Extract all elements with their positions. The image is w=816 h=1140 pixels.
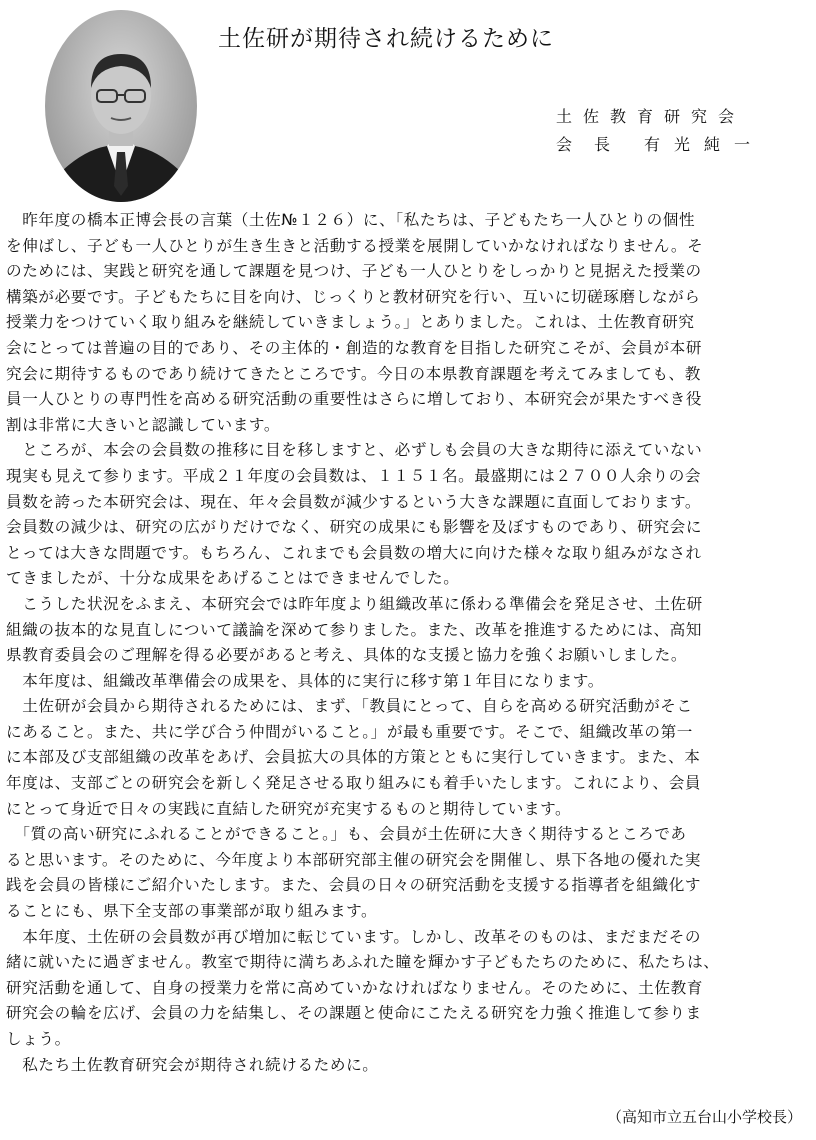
body-line: を伸ばし、子ども一人ひとりが生き生きと活動する授業を展開していかなければなりません。そ bbox=[6, 236, 704, 255]
body-line: 割は非常に大きいと認識しています。 bbox=[6, 415, 281, 434]
author-portrait bbox=[45, 10, 197, 202]
body-line: とっては大きな問題です。もちろん、これまでも会員数の増大に向けた様々な取り組みがなされ bbox=[6, 543, 702, 562]
body-line: にとって身近で日々の実践に直結した研究が充実するものと期待しています。 bbox=[6, 799, 572, 818]
body-line: しょう。 bbox=[6, 1030, 71, 1048]
author-name: 有光純一 bbox=[644, 135, 765, 154]
body-line: 緒に就いたに過ぎません。教室で期待に満ちあふれた瞳を輝かす子どもたちのために、私たちは、 bbox=[6, 953, 720, 972]
body-line: 県教育委員会のご理解を得る必要があると考え、具体的な支援と協力を強くお願いしました。 bbox=[6, 646, 688, 665]
body-line: ると思います。そのために、今年度より本部研究部主催の研究会を開催し、県下各地の優れた実 bbox=[6, 850, 702, 869]
body-line: こうした状況をふまえ、本研究会では昨年度より組織改革に係わる準備会を発足させ、土佐研 bbox=[6, 594, 703, 613]
body-line: ることにも、県下全支部の事業部が取り組みます。 bbox=[6, 902, 378, 921]
body-line: のためには、実践と研究を通して課題を見つけ、子ども一人ひとりをしっかりと見据えた授業の bbox=[6, 262, 702, 281]
body-line: 員数を誇った本研究会は、現在、年々会員数が減少するという大きな課題に直面しております。 bbox=[6, 492, 702, 511]
body-line: 研究活動を通して、自身の授業力を常に高めていかなければなりません。そのために、土佐教育 bbox=[6, 978, 703, 997]
body-line: にあること。また、共に学び合う仲間がいること。」が最も重要です。そこで、組織改革の第一 bbox=[6, 722, 693, 741]
body-line: 現実も見えて参ります。平成２１年度の会員数は、１１５１名。最盛期には２７００人余りの会 bbox=[6, 466, 702, 485]
body-line: 組織の抜本的な見直しについて議論を深めて参りました。また、改革を推進するためには、高知 bbox=[6, 620, 703, 639]
body-line: ところが、本会の会員数の推移に目を移しますと、必ずしも会員の大きな期待に添えていない bbox=[6, 441, 703, 460]
body-line: 年度は、支部ごとの研究会を新しく発足させる取り組みにも着手いたします。これにより、会員 bbox=[6, 774, 702, 793]
article-body bbox=[6, 208, 809, 1078]
body-line: 構築が必要です。子どもたちに目を向け、じっくりと教材研究を行い、互いに切磋琢磨しながら bbox=[6, 287, 701, 306]
author-affiliation: （高知市立五台山小学校長） bbox=[606, 1108, 802, 1126]
body-line: てきましたが、十分な成果をあげることはできませんでした。 bbox=[6, 569, 460, 588]
body-line: 授業力をつけていく取り組みを継続していきましょう。」とありました。これは、土佐教育研究 bbox=[6, 313, 695, 332]
body-line: に本部及び支部組織の改革をあげ、会員拡大の具体的方策とともに実行していきます。また、本 bbox=[6, 748, 701, 767]
author-line bbox=[556, 132, 806, 155]
page-title: 土佐研が期待され続けるために bbox=[218, 26, 554, 52]
body-line: 研究会の輪を広げ、会員の力を結集し、その課題と使命にこたえる研究を力強く推進して参りま bbox=[6, 1004, 702, 1023]
body-line: 本年度、土佐研の会員数が再び増加に転じています。しかし、改革そのものは、まだまだその bbox=[6, 927, 702, 946]
organization-name: 土佐教育研究会 bbox=[556, 107, 746, 126]
body-line: 土佐研が会員から期待されるためには、まず、「教員にとって、自らを高める研究活動がそこ bbox=[6, 697, 693, 716]
body-line: 「質の高い研究にふれることができること。」も、会員が土佐研に大きく期待するところであ bbox=[6, 825, 687, 844]
author-role: 会長 bbox=[556, 135, 633, 154]
body-line: 践を会員の皆様にご紹介いたします。また、会員の日々の研究活動を支援する指導者を組織化す bbox=[6, 876, 702, 895]
body-line: 究会に期待するものであり続けてきたところです。今日の本県教育課題を考えてみましても、教 bbox=[6, 364, 701, 383]
body-line: 私たち土佐教育研究会が期待され続けるために。 bbox=[6, 1055, 379, 1074]
body-line: 会にとっては普遍の目的であり、その主体的・創造的な教育を目指した研究こそが、会員が本研 bbox=[6, 338, 703, 357]
body-line: 昨年度の橋本正博会長の言葉（土佐№１２６）に、「私たちは、子どもたち一人ひとりの個性 bbox=[6, 211, 696, 229]
body-line: 会員数の減少は、研究の広がりだけでなく、研究の成果にも影響を及ぼすものであり、研究会に bbox=[6, 518, 703, 537]
body-line: 員一人ひとりの専門性を高める研究活動の重要性はさらに増しており、本研究会が果たすべき役 bbox=[6, 390, 703, 409]
body-line: 本年度は、組織改革準備会の成果を、具体的に実行に移す第１年目になります。 bbox=[6, 671, 604, 690]
